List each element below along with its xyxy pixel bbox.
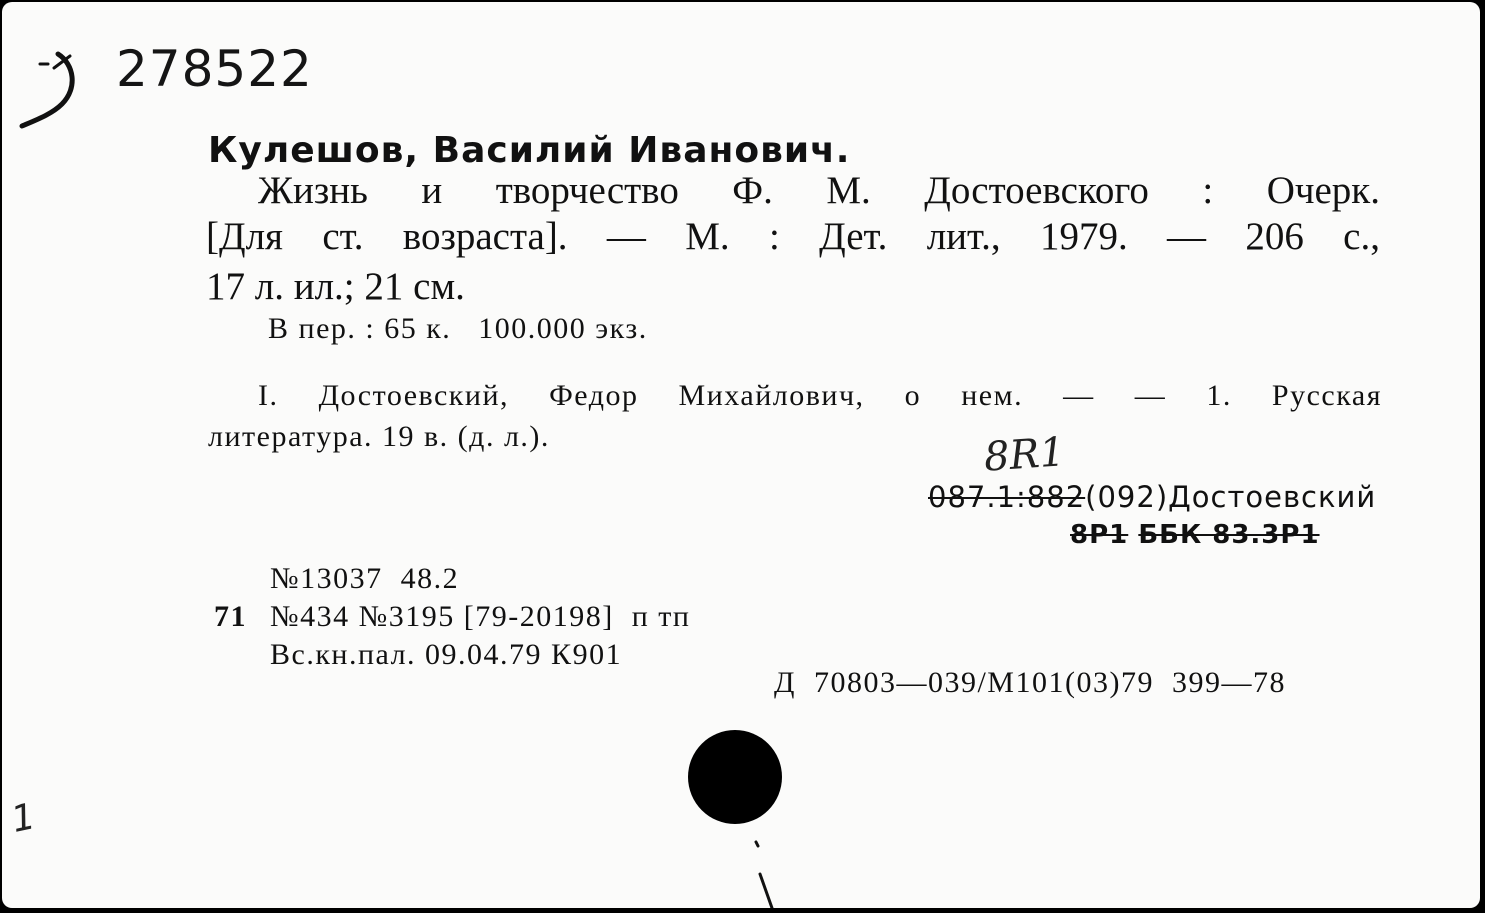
record-line-1: №13037 48.2 <box>270 562 460 595</box>
index-code: Д 70803—039/М101(03)79 399—78 <box>774 666 1286 699</box>
handwritten-class-mark: 8R1 <box>982 429 1067 481</box>
udc-rest: (092)Достоевский <box>1085 480 1377 514</box>
record-line-2: №434 №3195 [79-20198] п тп <box>270 600 691 633</box>
punch-hole <box>688 730 782 824</box>
subject-line-1: I. Достоевский, Федор Михайлович, о нем. — — 1. Русская <box>258 379 1382 412</box>
title-line-2: [Для ст. возраста]. — М. : Дет. лит., 1979. — 206 с., <box>206 215 1380 258</box>
title-line-3: 17 л. ил.; 21 см. <box>206 265 465 308</box>
udc-line <box>928 480 1376 514</box>
price-line: В пер. : 65 к. 100.000 экз. <box>268 312 648 345</box>
udc-struck: 087.1:882 <box>928 480 1086 514</box>
bbk-line <box>1070 520 1320 550</box>
catalog-card <box>2 2 1480 908</box>
record-line-2-prefix: 71 <box>214 600 247 633</box>
bbk-prefix: 8Р1 <box>1070 520 1129 550</box>
title-line-1: Жизнь и творчество Ф. М. Достоевского : Очерк. <box>258 169 1380 212</box>
bbk-struck: ББК 83.3Р1 <box>1138 520 1320 550</box>
author-heading: Кулешов, Василий Иванович. <box>208 130 851 171</box>
record-line-3: Вс.кн.пал. 09.04.79 К901 <box>270 638 623 671</box>
accession-number: 278522 <box>116 40 313 98</box>
subject-line-2: литература. 19 в. (д. л.). <box>208 420 550 453</box>
corner-mark: 1 <box>7 796 39 841</box>
bracket-mark <box>18 42 88 132</box>
stray-line-mark <box>752 840 782 908</box>
